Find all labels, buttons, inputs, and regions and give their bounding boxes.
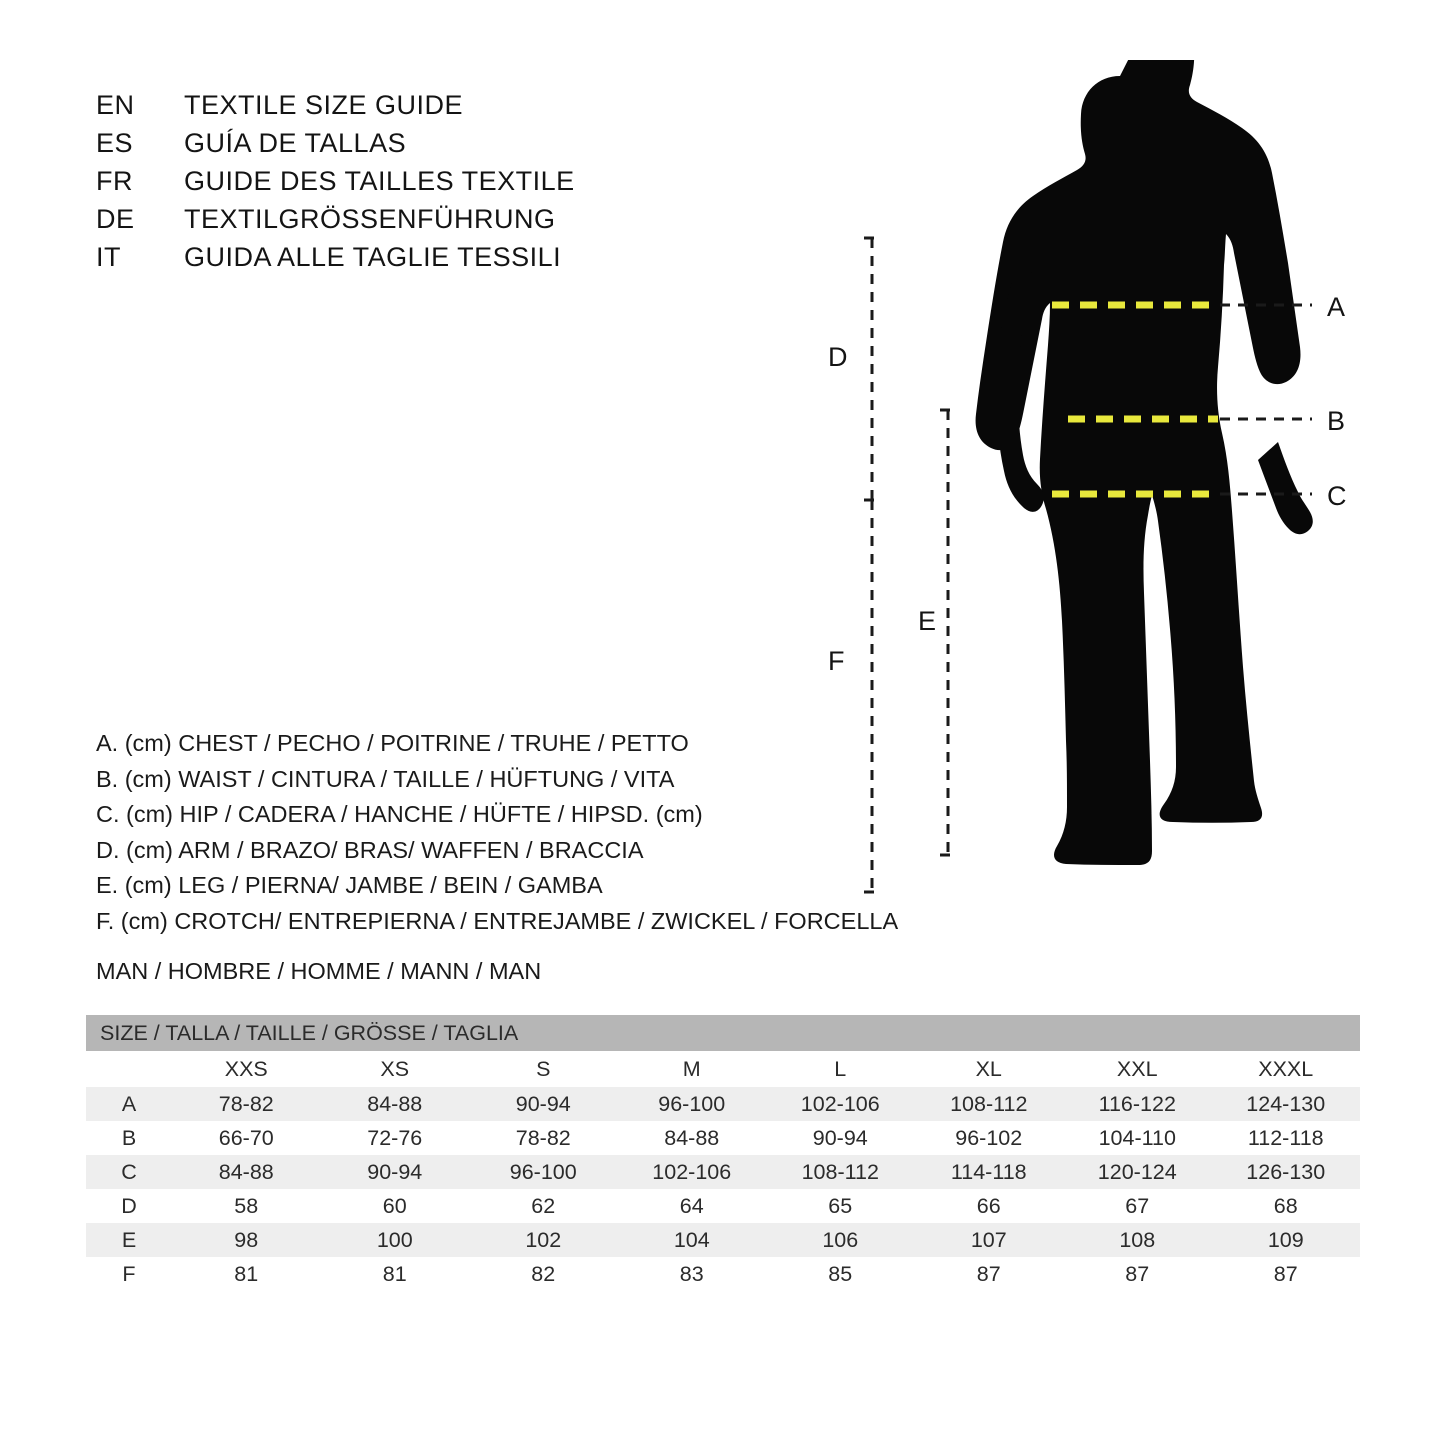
label-d: D xyxy=(828,342,848,372)
cell-e-xs: 100 xyxy=(321,1223,470,1257)
cell-b-xxxl: 112-118 xyxy=(1212,1121,1361,1155)
cell-a-xl: 108-112 xyxy=(915,1087,1064,1121)
legend-item-f: F. (cm) CROTCH/ ENTREPIERNA / ENTREJAMBE / ZWICKEL / FORCELLA xyxy=(96,907,899,934)
label-c: C xyxy=(1327,481,1347,511)
title-lang-fr: FR xyxy=(96,166,133,196)
cell-a-s: 90-94 xyxy=(469,1087,618,1121)
cell-c-xs: 90-94 xyxy=(321,1155,470,1189)
cell-f-xxs: 81 xyxy=(172,1257,321,1291)
cell-f-m: 83 xyxy=(618,1257,767,1291)
title-text-fr: GUIDE DES TAILLES TEXTILE xyxy=(184,166,575,196)
cell-b-s: 78-82 xyxy=(469,1121,618,1155)
col-head-xxs: XXS xyxy=(172,1051,321,1087)
cell-a-l: 102-106 xyxy=(766,1087,915,1121)
cell-e-xl: 107 xyxy=(915,1223,1064,1257)
table-header-label: SIZE / TALLA / TAILLE / GRÖSSE / TAGLIA xyxy=(86,1015,1360,1051)
title-lang-es: ES xyxy=(96,128,134,158)
table-row xyxy=(86,1257,1360,1291)
title-lang-it: IT xyxy=(96,242,121,272)
title-text-en: TEXTILE SIZE GUIDE xyxy=(184,90,464,120)
label-e: E xyxy=(918,606,937,636)
row-label-c: C xyxy=(86,1155,172,1189)
label-b: B xyxy=(1327,406,1346,436)
col-head-l: L xyxy=(766,1051,915,1087)
table-row xyxy=(86,1087,1360,1121)
table-row xyxy=(86,1223,1360,1257)
legend-item-b: B. (cm) WAIST / CINTURA / TAILLE / HÜFTUNG / VITA xyxy=(96,765,675,792)
title-row-en xyxy=(96,86,716,124)
cell-b-l: 90-94 xyxy=(766,1121,915,1155)
title-text-es: GUÍA DE TALLAS xyxy=(184,128,407,158)
cell-e-xxl: 108 xyxy=(1063,1223,1212,1257)
cell-d-xxs: 58 xyxy=(172,1189,321,1223)
gender-note: MAN / HOMBRE / HOMME / MANN / MAN xyxy=(96,958,542,984)
table-column-row xyxy=(86,1051,1360,1087)
cell-e-m: 104 xyxy=(618,1223,767,1257)
cell-f-xl: 87 xyxy=(915,1257,1064,1291)
cell-d-xxl: 67 xyxy=(1063,1189,1212,1223)
table-row xyxy=(86,1121,1360,1155)
measurement-diagram xyxy=(820,60,1380,940)
row-label-b: B xyxy=(86,1121,172,1155)
title-text-de: TEXTILGRÖSSENFÜHRUNG xyxy=(184,204,556,234)
cell-a-m: 96-100 xyxy=(618,1087,767,1121)
cell-f-l: 85 xyxy=(766,1257,915,1291)
title-row-it xyxy=(96,238,716,276)
cell-c-xl: 114-118 xyxy=(915,1155,1064,1189)
cell-a-xs: 84-88 xyxy=(321,1087,470,1121)
cell-f-xs: 81 xyxy=(321,1257,470,1291)
cell-d-l: 65 xyxy=(766,1189,915,1223)
table-row xyxy=(86,1155,1360,1189)
cell-b-xxs: 66-70 xyxy=(172,1121,321,1155)
cell-c-xxs: 84-88 xyxy=(172,1155,321,1189)
cell-c-m: 102-106 xyxy=(618,1155,767,1189)
title-block xyxy=(96,86,716,276)
col-head-xs: XS xyxy=(321,1051,470,1087)
cell-e-l: 106 xyxy=(766,1223,915,1257)
col-head-xxxl: XXXL xyxy=(1212,1051,1361,1087)
cell-a-xxxl: 124-130 xyxy=(1212,1087,1361,1121)
cell-d-s: 62 xyxy=(469,1189,618,1223)
cell-e-xxs: 98 xyxy=(172,1223,321,1257)
col-head-xxl: XXL xyxy=(1063,1051,1212,1087)
cell-b-xl: 96-102 xyxy=(915,1121,1064,1155)
cell-b-m: 84-88 xyxy=(618,1121,767,1155)
cell-b-xs: 72-76 xyxy=(321,1121,470,1155)
col-head-blank xyxy=(86,1051,172,1087)
title-lang-de: DE xyxy=(96,204,135,234)
col-head-m: M xyxy=(618,1051,767,1087)
cell-e-s: 102 xyxy=(469,1223,618,1257)
title-row-fr xyxy=(96,162,716,200)
cell-f-xxxl: 87 xyxy=(1212,1257,1361,1291)
col-head-s: S xyxy=(469,1051,618,1087)
title-row-es xyxy=(96,124,716,162)
legend-item-c: C. (cm) HIP / CADERA / HANCHE / HÜFTE / HIPSD. (cm) xyxy=(96,801,703,827)
cell-f-xxl: 87 xyxy=(1063,1257,1212,1291)
title-lang-en: EN xyxy=(96,90,135,120)
row-label-d: D xyxy=(86,1189,172,1223)
legend-item-a: A. (cm) CHEST / PECHO / POITRINE / TRUHE / PETTO xyxy=(96,730,689,756)
row-label-f: F xyxy=(86,1257,172,1291)
body-silhouette xyxy=(976,60,1313,865)
cell-c-xxl: 120-124 xyxy=(1063,1155,1212,1189)
row-label-a: A xyxy=(86,1087,172,1121)
cell-d-xxxl: 68 xyxy=(1212,1189,1361,1223)
cell-c-s: 96-100 xyxy=(469,1155,618,1189)
table-header-row xyxy=(86,1015,1360,1051)
label-f: F xyxy=(828,646,845,676)
cell-c-xxxl: 126-130 xyxy=(1212,1155,1361,1189)
cell-a-xxs: 78-82 xyxy=(172,1087,321,1121)
legend-block xyxy=(96,726,899,939)
cell-f-s: 82 xyxy=(469,1257,618,1291)
title-text-it: GUIDA ALLE TAGLIE TESSILI xyxy=(184,242,562,272)
size-table-wrap xyxy=(86,1015,1360,1291)
row-label-e: E xyxy=(86,1223,172,1257)
cell-a-xxl: 116-122 xyxy=(1063,1087,1212,1121)
table-row xyxy=(86,1189,1360,1223)
cell-d-xs: 60 xyxy=(321,1189,470,1223)
legend-item-e: E. (cm) LEG / PIERNA/ JAMBE / BEIN / GAMBA xyxy=(96,872,603,898)
col-head-xl: XL xyxy=(915,1051,1064,1087)
title-row-de xyxy=(96,200,716,238)
cell-c-l: 108-112 xyxy=(766,1155,915,1189)
label-a: A xyxy=(1327,292,1346,322)
cell-e-xxxl: 109 xyxy=(1212,1223,1361,1257)
cell-d-m: 64 xyxy=(618,1189,767,1223)
size-table xyxy=(86,1015,1360,1291)
cell-d-xl: 66 xyxy=(915,1189,1064,1223)
legend-item-d: D. (cm) ARM / BRAZO/ BRAS/ WAFFEN / BRACCIA xyxy=(96,836,644,863)
cell-b-xxl: 104-110 xyxy=(1063,1121,1212,1155)
